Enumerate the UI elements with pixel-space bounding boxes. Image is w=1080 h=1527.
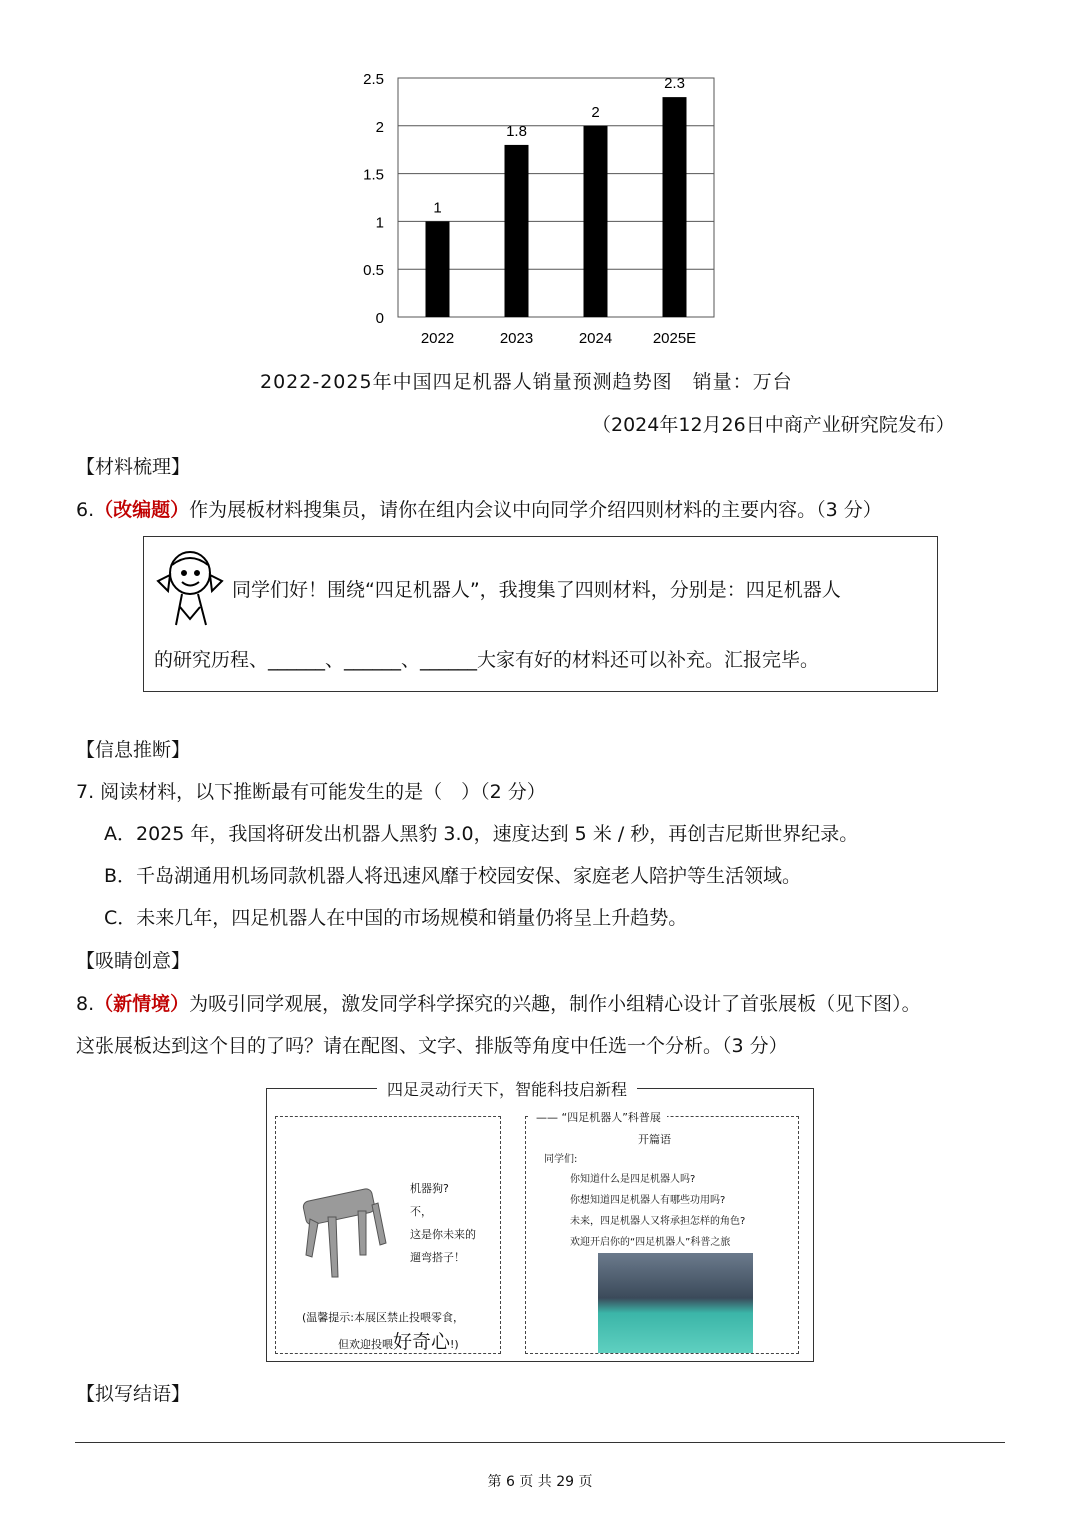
bar [426, 221, 450, 317]
question-7-stem: 7. 阅读材料，以下推断最有可能发生的是（ ）（2 分） [76, 781, 546, 803]
data-label: 2 [591, 103, 600, 121]
bar [663, 97, 687, 317]
box-line-2a: 的研究历程、 [154, 649, 269, 671]
sep: 、 [325, 649, 345, 671]
blank-2[interactable]: ______ [344, 649, 402, 671]
data-label: 1 [433, 199, 442, 217]
intro-line: 你想知道四足机器人有哪些功用吗? [570, 1195, 726, 1206]
girl-cartoon-icon [154, 547, 224, 629]
data-label: 2.3 [664, 75, 685, 93]
x-tick-label: 2022 [420, 330, 455, 347]
chart-title: 2022-2025年中国四足机器人销量预测趋势图 销量：万台 [260, 371, 793, 393]
poster-left-panel [275, 1116, 501, 1354]
x-tick-label: 2024 [578, 330, 613, 347]
bar [584, 126, 608, 317]
children-robot-photo [598, 1253, 753, 1353]
section-heading: 【拟写结语】 [76, 1383, 191, 1405]
tip-2a: 但欢迎投喂 [338, 1338, 393, 1351]
question-6 [76, 495, 882, 522]
data-label: 1.8 [506, 122, 527, 140]
y-tick-label: 2 [375, 118, 384, 136]
dog-line: 遛弯搭子！ [410, 1251, 465, 1264]
y-tick-label: 1.5 [363, 166, 384, 184]
x-tick-label: 2023 [499, 330, 534, 347]
section-heading: 【信息推断】 [76, 739, 191, 761]
q-tag: （改编题） [94, 499, 190, 521]
intro-line: 欢迎开启你的“四足机器人”科普之旅 [570, 1237, 731, 1248]
dog-line: 不， [410, 1205, 432, 1218]
poster-right-panel [525, 1111, 799, 1354]
x-tick-label: 2025E [652, 330, 697, 347]
section-heading: 【吸睛创意】 [76, 950, 191, 972]
q-text: 为吸引同学观展，激发同学科学探究的兴趣，制作小组精心设计了首张展板（见下图）。 [189, 993, 921, 1015]
q-num: 6. [76, 499, 95, 521]
y-tick-label: 0.5 [363, 262, 384, 280]
answer-box [143, 536, 938, 692]
poster-title: 四足灵动行天下，智能科技启新程 [377, 1077, 637, 1100]
poster [266, 1080, 814, 1362]
q-tag: （新情境） [94, 993, 190, 1015]
section-heading: 【材料梳理】 [76, 456, 191, 478]
chart-source: （2024年12月26日中商产业研究院发布） [592, 414, 955, 436]
box-line-2b: 大家有好的材料还可以补充。汇报完毕。 [477, 649, 820, 671]
sales-bar-chart [340, 60, 740, 360]
y-tick-label: 2.5 [363, 71, 384, 88]
y-tick-label: 1 [375, 214, 384, 232]
greeting: 同学们: [544, 1154, 578, 1165]
box-line-1: 同学们好！围绕“四足机器人”，我搜集了四则材料，分别是：四足机器人 [232, 579, 841, 601]
intro-line: 你知道什么是四足机器人吗? [570, 1174, 696, 1185]
tip-2c: !) [450, 1338, 459, 1351]
footer-divider [75, 1442, 1005, 1443]
tip-curiosity: 好奇心 [393, 1331, 451, 1353]
y-tick-label: 0 [375, 310, 384, 327]
blank-3[interactable]: ______ [420, 649, 478, 671]
intro-line: 未来，四足机器人又将承担怎样的角色? [570, 1216, 746, 1227]
option-b: B．千岛湖通用机场同款机器人将迅速风靡于校园安保、家庭老人陪护等生活领域。 [104, 865, 802, 887]
dog-line: 机器狗? [410, 1182, 449, 1195]
option-c: C．未来几年，四足机器人在中国的市场规模和销量仍将呈上升趋势。 [104, 907, 688, 929]
q-text: 作为展板材料搜集员，请你在组内会议中向同学介绍四则材料的主要内容。（3 分） [189, 499, 882, 521]
exhibit-heading: —— “四足机器人”科普展 [530, 1109, 667, 1125]
q-num: 8. [76, 993, 95, 1015]
blank-1[interactable]: ______ [268, 649, 326, 671]
option-a: A．2025 年，我国将研发出机器人黑豹 3.0，速度达到 5 米 / 秒，再创吉尼斯世界纪录。 [104, 823, 859, 845]
dog-line: 这是你未来的 [410, 1228, 476, 1241]
sep: 、 [401, 649, 421, 671]
page-number: 第 6 页 共 29 页 [487, 1474, 593, 1490]
bar [505, 145, 529, 317]
q8-text-2: 这张展板达到这个目的了吗？请在配图、文字、排版等角度中任选一个分析。（3 分） [76, 1035, 788, 1057]
opening-label: 开篇语 [638, 1133, 671, 1146]
robot-dog-image [298, 1185, 388, 1285]
tip-line-1: (温馨提示:本展区禁止投喂零食， [302, 1311, 464, 1324]
